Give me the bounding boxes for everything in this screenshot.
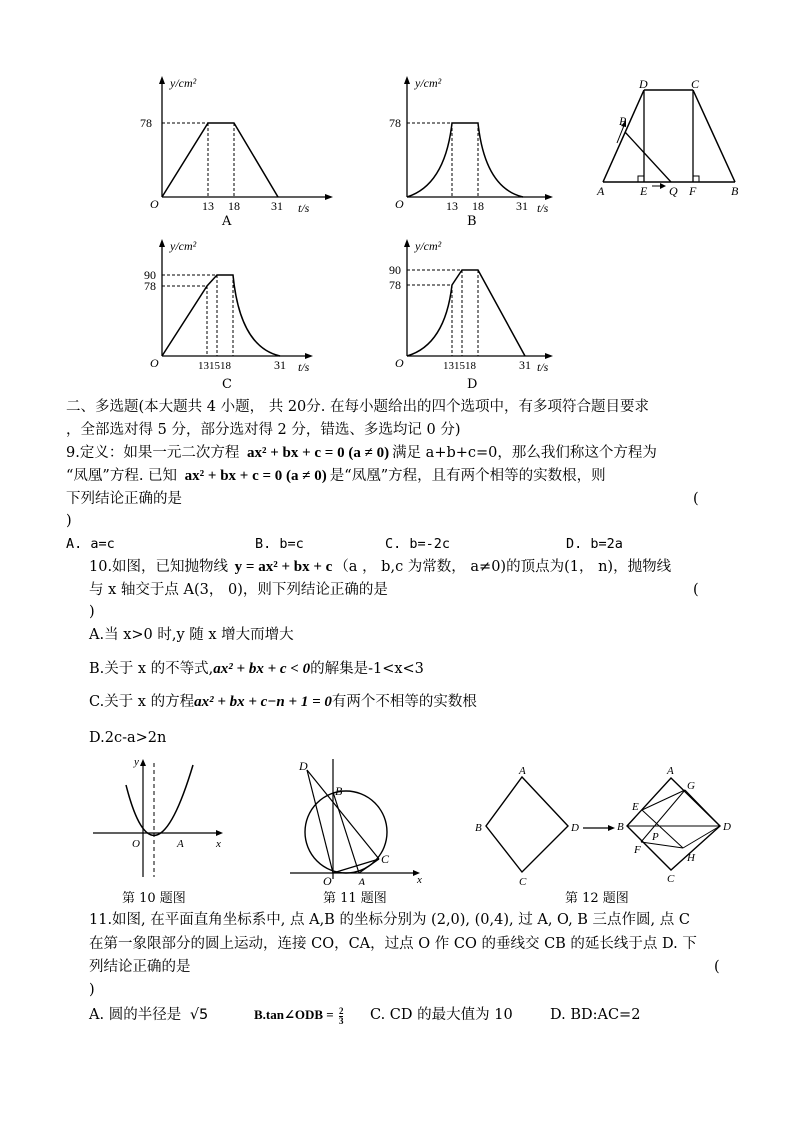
- label-x: x: [216, 838, 221, 850]
- left-label-d: D: [571, 822, 579, 834]
- label-d: D: [299, 759, 308, 773]
- q9-part1: 9.定义：如果一元二次方程: [66, 445, 240, 461]
- fig12-caption: 第 12 题图: [565, 891, 629, 906]
- x-tick-31: 31: [274, 358, 286, 372]
- q10-option-d: D.2c-a>2n: [89, 730, 167, 746]
- figure-10: [88, 755, 238, 885]
- t-axis-label: t/s: [298, 360, 310, 374]
- y-tick-78: 78: [389, 116, 401, 130]
- t-axis-label: t/s: [537, 201, 549, 215]
- parabola-curve: [126, 765, 193, 835]
- y-tick-90: 90: [389, 263, 401, 277]
- y-axis-label: y/cm²: [415, 76, 442, 90]
- right-label-d: D: [723, 821, 731, 833]
- right-label-g: G: [687, 780, 695, 792]
- left-label-c: C: [519, 876, 527, 888]
- q9-part2: 满足 a+b+c=0，那么我们称这个方程为: [392, 445, 657, 461]
- left-label-b: B: [475, 822, 482, 834]
- origin-label: O: [150, 356, 159, 370]
- q9-paren-open: (: [693, 491, 699, 507]
- right-label-a: A: [667, 765, 674, 777]
- label-q: Q: [669, 184, 678, 198]
- figure-12: [465, 760, 750, 890]
- y-axis-label: y/cm²: [170, 239, 197, 253]
- t-axis-label: t/s: [537, 360, 549, 374]
- t-axis-label: t/s: [298, 201, 310, 215]
- q10-option-b: [89, 659, 424, 679]
- right-label-p: P: [652, 831, 659, 843]
- right-label-b: B: [617, 821, 624, 833]
- q11-paren-open: (: [714, 959, 720, 975]
- q11-opta-value: √5: [189, 1007, 209, 1023]
- q11-line3: 列结论正确的是: [89, 959, 191, 975]
- origin-label: O: [395, 356, 404, 370]
- label-p: P: [619, 114, 627, 128]
- q11-opta-text: A. 圆的半径是: [89, 1007, 182, 1023]
- fig10-caption: 第 10 题图: [122, 891, 186, 906]
- q11-line2: 在第一象限部分的圆上运动，连接 CO，CA，过点 O 作 CO 的垂线交 CB 的延长线于点 D. 下: [89, 936, 697, 952]
- q9-equation: ax² + bx + c = 0 (a ≠ 0): [184, 468, 327, 484]
- q10-part2: （a ， b,c 为常数， a≠0)的顶点为(1， n)，抛物线: [334, 559, 672, 575]
- y-axis-label: y/cm²: [415, 239, 442, 253]
- origin-label: O: [395, 197, 404, 211]
- y-axis-label: y/cm²: [170, 76, 197, 90]
- label-a: A: [358, 875, 366, 885]
- x-tick-31: 31: [516, 199, 528, 213]
- left-label-a: A: [519, 765, 526, 777]
- q9-line3: 下列结论正确的是: [66, 491, 182, 507]
- q11-optb-fraction: [339, 1007, 344, 1026]
- fraction-denominator: 3: [338, 1015, 344, 1026]
- label-o: O: [323, 874, 332, 885]
- right-label-c: C: [667, 873, 675, 885]
- section2-line1: 二、多选题(本大题共 4 小题， 共 20分. 在每小题给出的四个选项中，有多项符合题目要求: [66, 399, 649, 415]
- q10-optc-equation: ax² + bx + c−n + 1 = 0: [194, 694, 332, 710]
- q11-optb-text: B.tan∠ODB =: [254, 1007, 334, 1022]
- q10-optc-part1: C.关于 x 的方程: [89, 694, 195, 710]
- q10-line2: 与 x 轴交于点 A(3， 0)，则下列结论正确的是: [89, 582, 388, 598]
- q10-paren-close: ): [89, 604, 95, 620]
- q10-optb-equation: ax² + bx + c < 0: [213, 661, 311, 677]
- x-tick-31: 31: [519, 358, 531, 372]
- q11-option-d: D. BD:AC=2: [550, 1007, 641, 1023]
- q9-option-b: B. b=c: [255, 536, 304, 552]
- q9-line2: [66, 466, 606, 486]
- label-c: C: [691, 78, 700, 91]
- label-f: F: [689, 184, 697, 198]
- q9-line2b: 是“凤凰”方程，且有两个相等的实数根，则: [329, 468, 606, 484]
- label-b: B: [731, 184, 739, 198]
- graph-d-caption: D: [467, 377, 478, 392]
- y-tick-90: 90: [144, 268, 156, 282]
- q11-option-c: C. CD 的最大值为 10: [370, 1007, 513, 1023]
- x-tick-18: 18: [472, 199, 484, 213]
- figure-11: [285, 755, 435, 885]
- q10-option-a: A.当 x>0 时,y 随 x 增大而增大: [89, 627, 294, 643]
- fig11-caption: 第 11 题图: [323, 891, 387, 906]
- x-tick-13: 13: [446, 199, 458, 213]
- label-y: y: [134, 756, 139, 768]
- graph-c-caption: C: [222, 377, 232, 392]
- origin-label: O: [150, 197, 159, 211]
- graph-b: [385, 70, 585, 240]
- q11-paren-close: ): [89, 982, 95, 998]
- q10-optb-part2: 的解集是-1<x<3: [310, 661, 424, 677]
- label-c: C: [381, 852, 390, 866]
- q10-paren-open: (: [693, 582, 699, 598]
- x-tick-18: 18: [228, 199, 240, 213]
- q9-paren-close: ): [66, 513, 72, 529]
- label-a: A: [597, 184, 605, 198]
- q9-option-d: D. b=2a: [566, 536, 623, 552]
- q11-line1: 11.如图, 在平面直角坐标系中, 点 A,B 的坐标分别为 (2,0), (0,4), 过 A, O, B 三点作圆, 点 C: [89, 912, 690, 928]
- right-label-h: H: [687, 852, 695, 864]
- x-tick-13: 13: [202, 199, 214, 213]
- graph-c-curve: [162, 275, 280, 356]
- graph-b-caption: B: [467, 214, 477, 229]
- right-label-f: F: [634, 844, 641, 856]
- graph-d: [385, 235, 585, 385]
- fraction-numerator: 2: [338, 1005, 344, 1016]
- graph-c: [140, 235, 380, 385]
- q10-optc-part2: 有两个不相等的实数根: [331, 694, 477, 710]
- q11-option-a: [89, 1005, 208, 1025]
- q11-option-b: [254, 1005, 343, 1026]
- section2-line2: ，全部选对得 5 分，部分选对得 2 分，错选、多选均记 0 分): [66, 422, 461, 438]
- q9-line2a: “凤凰”方程. 已知: [66, 468, 178, 484]
- graph-a-curve: [162, 123, 278, 197]
- label-a: A: [177, 838, 184, 850]
- right-label-e: E: [632, 801, 639, 813]
- y-tick-78: 78: [144, 279, 156, 293]
- label-d: D: [639, 78, 648, 91]
- label-b: B: [335, 784, 343, 798]
- label-o: O: [132, 838, 140, 850]
- q10-equation: y = ax² + bx + c: [234, 559, 333, 575]
- y-tick-78: 78: [140, 116, 152, 130]
- q9-line1: [66, 443, 657, 463]
- label-e: E: [640, 184, 648, 198]
- x-tick-31: 31: [271, 199, 283, 213]
- trapezoid-figure: [595, 78, 745, 203]
- q10-part1: 10.如图，已知抛物线: [89, 559, 229, 575]
- graph-d-curve: [407, 270, 525, 356]
- graph-a-caption: A: [222, 214, 232, 229]
- q9-equation: ax² + bx + c = 0 (a ≠ 0): [246, 445, 390, 461]
- graph-a: [140, 70, 380, 240]
- q9-option-a: A. a=c: [66, 536, 115, 552]
- label-x: x: [417, 874, 422, 885]
- q10-line1: [89, 557, 671, 577]
- q10-option-c: [89, 692, 477, 712]
- graph-b-curve: [407, 123, 523, 197]
- y-tick-78: 78: [389, 278, 401, 292]
- q10-optb-part1: B.关于 x 的不等式,: [89, 661, 214, 677]
- x-tick-131518: 131518: [443, 360, 476, 372]
- q9-option-c: C. b=-2c: [385, 536, 451, 552]
- x-tick-131518: 131518: [198, 360, 231, 372]
